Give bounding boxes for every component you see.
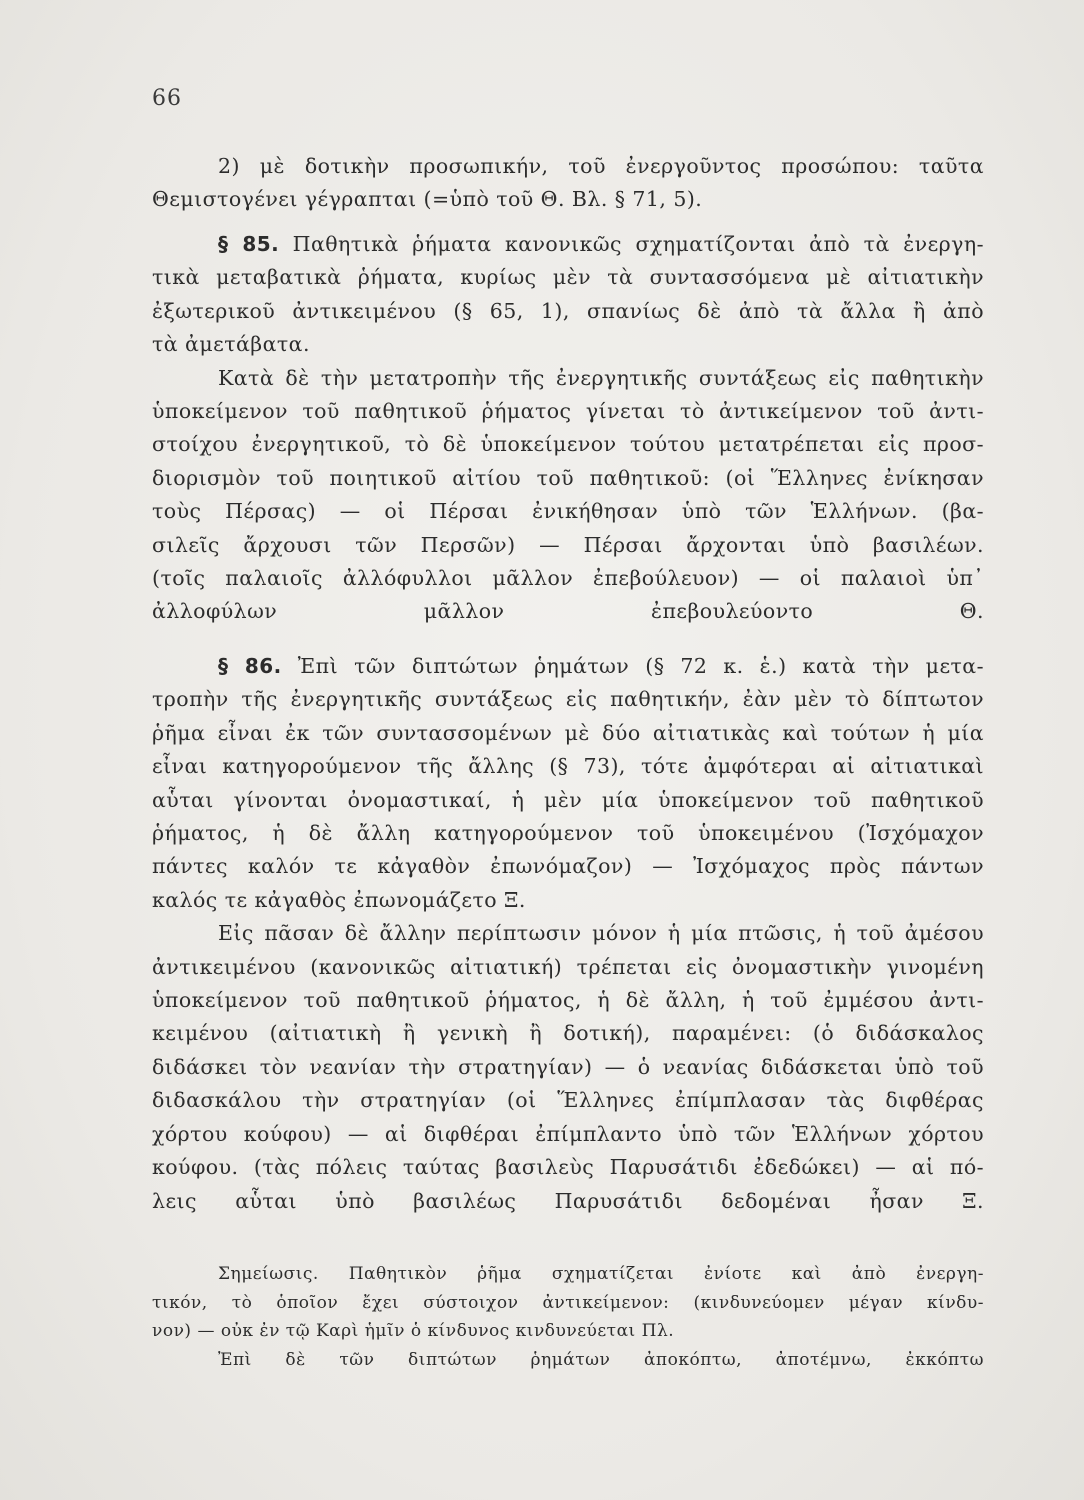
text-line: Εἰς πᾶσαν δὲ ἄλλην περίπτωσιν μόνον ἡ μία πτῶσις, ἡ τοῦ ἀμέσου [218, 921, 984, 946]
text-line: χόρτου κούφου) — αἱ διφθέραι ἐπίμπλαντο ὑπὸ τῶν Ἑλλήνων χόρτου [152, 1121, 984, 1146]
text-line: διδάσκει τὸν νεανίαν τὴν στρατηγίαν) — ὁ νεανίας διδάσκεται ὑπὸ τοῦ [152, 1054, 984, 1079]
text-line: διορισμὸν τοῦ ποιητικοῦ αἰτίου τοῦ παθητικοῦ: (οἱ Ἕλληνες ἐνίκησαν [152, 465, 984, 490]
text-line: Σημείωσις. Παθητικὸν ῥῆμα σχηματίζεται ἐνίοτε καὶ ἀπὸ ἐνεργη- [218, 1264, 984, 1284]
text-line: κειμένου (αἰτιατικὴ ἢ γενικὴ ἢ δοτική), παραμένει: (ὁ διδάσκαλος [152, 1021, 984, 1046]
text-line: σιλεῖς ἄρχουσι τῶν Περσῶν) — Πέρσαι ἄρχονται ὑπὸ βασιλέων. [152, 532, 984, 557]
text-line: τοὺς Πέρσας) — οἱ Πέρσαι ἐνικήθησαν ὑπὸ τῶν Ἑλλήνων. (βα- [152, 499, 984, 524]
section-86 [152, 650, 984, 1218]
text-line: νον) — οὐκ ἐν τῷ Καρὶ ἡμῖν ὁ κίνδυνος κινδυνεύεται Πλ. [152, 1321, 675, 1341]
text-line: ῥήματος, ἡ δὲ ἄλλη κατηγορούμενον τοῦ ὑποκειμένου (Ἰσχόμαχον [152, 821, 984, 846]
text-line: τὰ ἀμετάβατα. [152, 332, 310, 357]
text-line: ῥῆμα εἶναι ἐκ τῶν συντασσομένων μὲ δύο αἰτιατικὰς καὶ τούτων ἡ μία [152, 720, 984, 745]
text-line: Ἐπὶ δὲ τῶν διπτώτων ῥημάτων ἀποκόπτω, ἀποτέμνω, ἐκκόπτω [218, 1349, 984, 1370]
text-line: τροπὴν τῆς ἐνεργητικῆς συντάξεως εἰς παθητικήν, ἐὰν μὲν τὸ δίπτωτον [152, 687, 984, 712]
text-line: κούφου. (τὰς πόλεις ταύτας βασιλεὺς Παρυσάτιδι ἐδεδώκει) — αἱ πό- [152, 1155, 984, 1180]
text-line: ἐξωτερικοῦ ἀντικειμένου (§ 65, 1), σπανίως δὲ ἀπὸ τὰ ἄλλα ἢ ἀπὸ [152, 298, 984, 323]
text-line: στοίχου ἐνεργητικοῦ, τὸ δὲ ὑποκείμενον τούτου μετατρέπεται εἰς προσ- [152, 432, 984, 457]
footnote [152, 1260, 984, 1374]
text-line: § 85. Παθητικὰ ῥήματα κανονικῶς σχηματίζονται ἀπὸ τὰ ἐνεργη- [218, 232, 984, 256]
text-line: ἀντικειμένου (κανονικῶς αἰτιατική) τρέπεται εἰς ὀνομαστικὴν γινομένη [152, 954, 984, 979]
page-number: 66 [152, 86, 182, 111]
text-line: ὑποκείμενον τοῦ παθητικοῦ ῥήματος, ἡ δὲ ἄλλη, ἡ τοῦ ἐμμέσου ἀντι- [152, 988, 984, 1013]
text-line: διδασκάλου τὴν στρατηγίαν (οἱ Ἕλληνες ἐπίμπλασαν τὰς διφθέρας [152, 1088, 984, 1113]
text-line: εἶναι κατηγορούμενον τῆς ἄλλης (§ 73), τότε ἀμφότεραι αἱ αἰτιατικαὶ [152, 754, 984, 779]
text-line: (τοῖς παλαιοῖς ἀλλόφυλλοι μᾶλλον ἐπεβούλευον) — οἱ παλαιοὶ ὑπ᾿ [152, 566, 984, 591]
text-line: § 86. Ἐπὶ τῶν διπτώτων ῥημάτων (§ 72 κ. ἑ.) κατὰ τὴν μετα- [218, 654, 984, 678]
text-line: Κατὰ δὲ τὴν μετατροπὴν τῆς ἐνεργητικῆς συντάξεως εἰς παθητικὴν [218, 365, 984, 390]
paragraph-point-2 [152, 150, 984, 217]
text-line: λεις αὗται ὑπὸ βασιλέως Παρυσάτιδι δεδομέναι ἦσαν Ξ. [152, 1188, 984, 1213]
text-line: Θεμιστογένει γέγραπται (=ὑπὸ τοῦ Θ. Βλ. § 71, 5). [152, 187, 703, 212]
text-line: 2) μὲ δοτικὴν προσωπικήν, τοῦ ἐνεργοῦντος προσώπου: ταῦτα [218, 154, 984, 178]
text-line: πάντες καλόν τε κἀγαθὸν ἐπωνόμαζον) — Ἰσχόμαχος πρὸς πάντων [152, 854, 984, 879]
text-line: ἀλλοφύλων μᾶλλον ἐπεβουλεύοντο Θ. [152, 599, 984, 624]
section-heading: § 86. [218, 654, 282, 678]
section-heading: § 85. [218, 232, 280, 256]
text-line: τικόν, τὸ ὁποῖον ἔχει σύστοιχον ἀντικείμενον: (κινδυνεύομεν μέγαν κίνδυ- [152, 1292, 984, 1313]
text-line: αὗται γίνονται ὀνομαστικαί, ἡ μὲν μία ὑποκείμενον τοῦ παθητικοῦ [152, 787, 984, 812]
section-85 [152, 228, 984, 629]
text-line: καλός τε κἀγαθὸς ἐπωνομάζετο Ξ. [152, 887, 526, 912]
text-line: τικὰ μεταβατικὰ ῥήματα, κυρίως μὲν τὰ συντασσόμενα μὲ αἰτιατικὴν [152, 265, 984, 290]
text-line: ὑποκείμενον τοῦ παθητικοῦ ῥήματος γίνεται τὸ ἀντικείμενον τοῦ ἀντι- [152, 399, 984, 424]
